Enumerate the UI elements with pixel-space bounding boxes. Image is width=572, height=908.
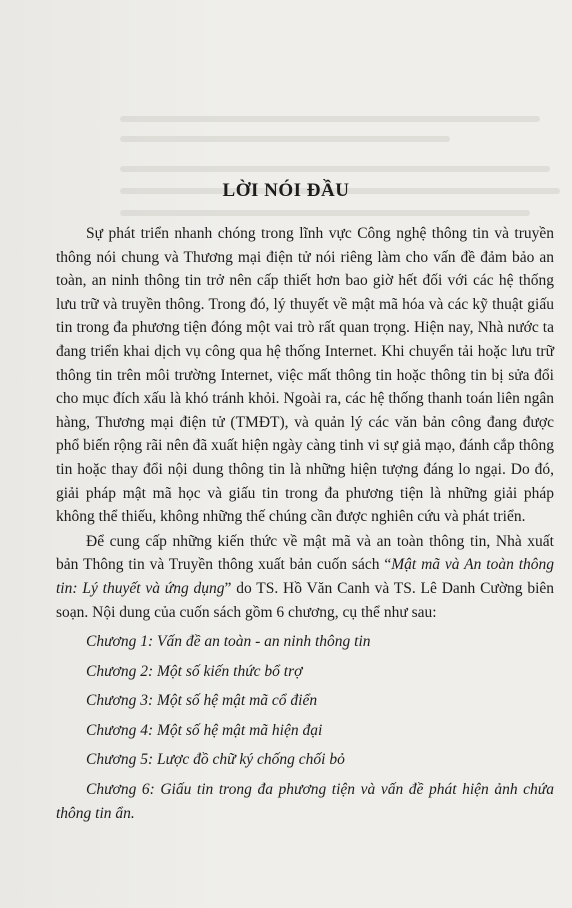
intro-before: Để cung cấp những kiến thức về mật mã và an toàn thông tin, Nhà xuất bản Thông tin và Truyền thông xuất bản cuốn sách “ — [56, 532, 554, 574]
chapter-list — [56, 630, 554, 825]
paragraph-1: Sự phát triển nhanh chóng trong lĩnh vực Công nghệ thông tin và truyền thông nói chung và Thương mại điện tử nói riêng làm cho vấn đề đảm bảo an toàn, an ninh thông tin trở nên cấp thiết hơn bao giờ hết đối với các hệ thống lưu trữ và truyền thông. Trong đó, lý thuyết về mật mã hóa và các kỹ thuật giấu tin trong đa phương tiện đóng một vai trò rất quan trọng. Hiện nay, Nhà nước ta đang triển khai dịch vụ công qua hệ thống Internet. Khi chuyển tải hoặc lưu trữ thông tin trên môi trường Internet, việc mất thông tin hoặc thông tin bị sửa đổi cho mục đích xấu là khó tránh khỏi. Ngoài ra, các hệ thống thanh toán liên ngân hàng, Thương mại điện tử (TMĐT), và quản lý các văn bản công đang được phổ biến rộng rãi nên đã xuất hiện ngày càng tinh vi sự giả mạo, đánh cắp thông tin hoặc thay đổi nội dung thông tin là những hiện tượng đáng lo ngại. Do đó, giải pháp mật mã học và giấu tin trong đa phương tiện là những giải pháp không thể thiếu, không những thế chúng cần được nghiên cứu và phát triển. — [56, 225, 554, 526]
chapter-item: Chương 4: Một số hệ mật mã hiện đại — [86, 721, 323, 739]
preface-body — [56, 222, 554, 825]
show-through-texture — [120, 110, 560, 230]
chapter-item: Chương 6: Giấu tin trong đa phương tiện và vấn đề phát hiện ảnh chứa thông tin ẩn. — [56, 781, 554, 822]
chapter-item: Chương 1: Vấn đề an toàn - an ninh thông tin — [86, 633, 371, 651]
show-through-lines — [120, 110, 560, 230]
intro-after: ” do TS. Hồ Văn Canh và TS. Lê Danh Cường biên soạn. Nội dung của cuốn sách gồm 6 chương, cụ thể như sau: — [56, 579, 555, 621]
chapter-item: Chương 5: Lược đồ chữ ký chống chối bỏ — [86, 751, 345, 769]
chapter-item: Chương 2: Một số kiến thức bổ trợ — [86, 662, 303, 680]
page-title: LỜI NÓI ĐẦU — [222, 180, 350, 201]
paragraph-2 — [56, 530, 554, 624]
chapter-item: Chương 3: Một số hệ mật mã cổ điển — [86, 692, 318, 710]
book-title: Mật mã và An toàn thông tin: Lý thuyết và ứng dụng — [56, 556, 555, 597]
